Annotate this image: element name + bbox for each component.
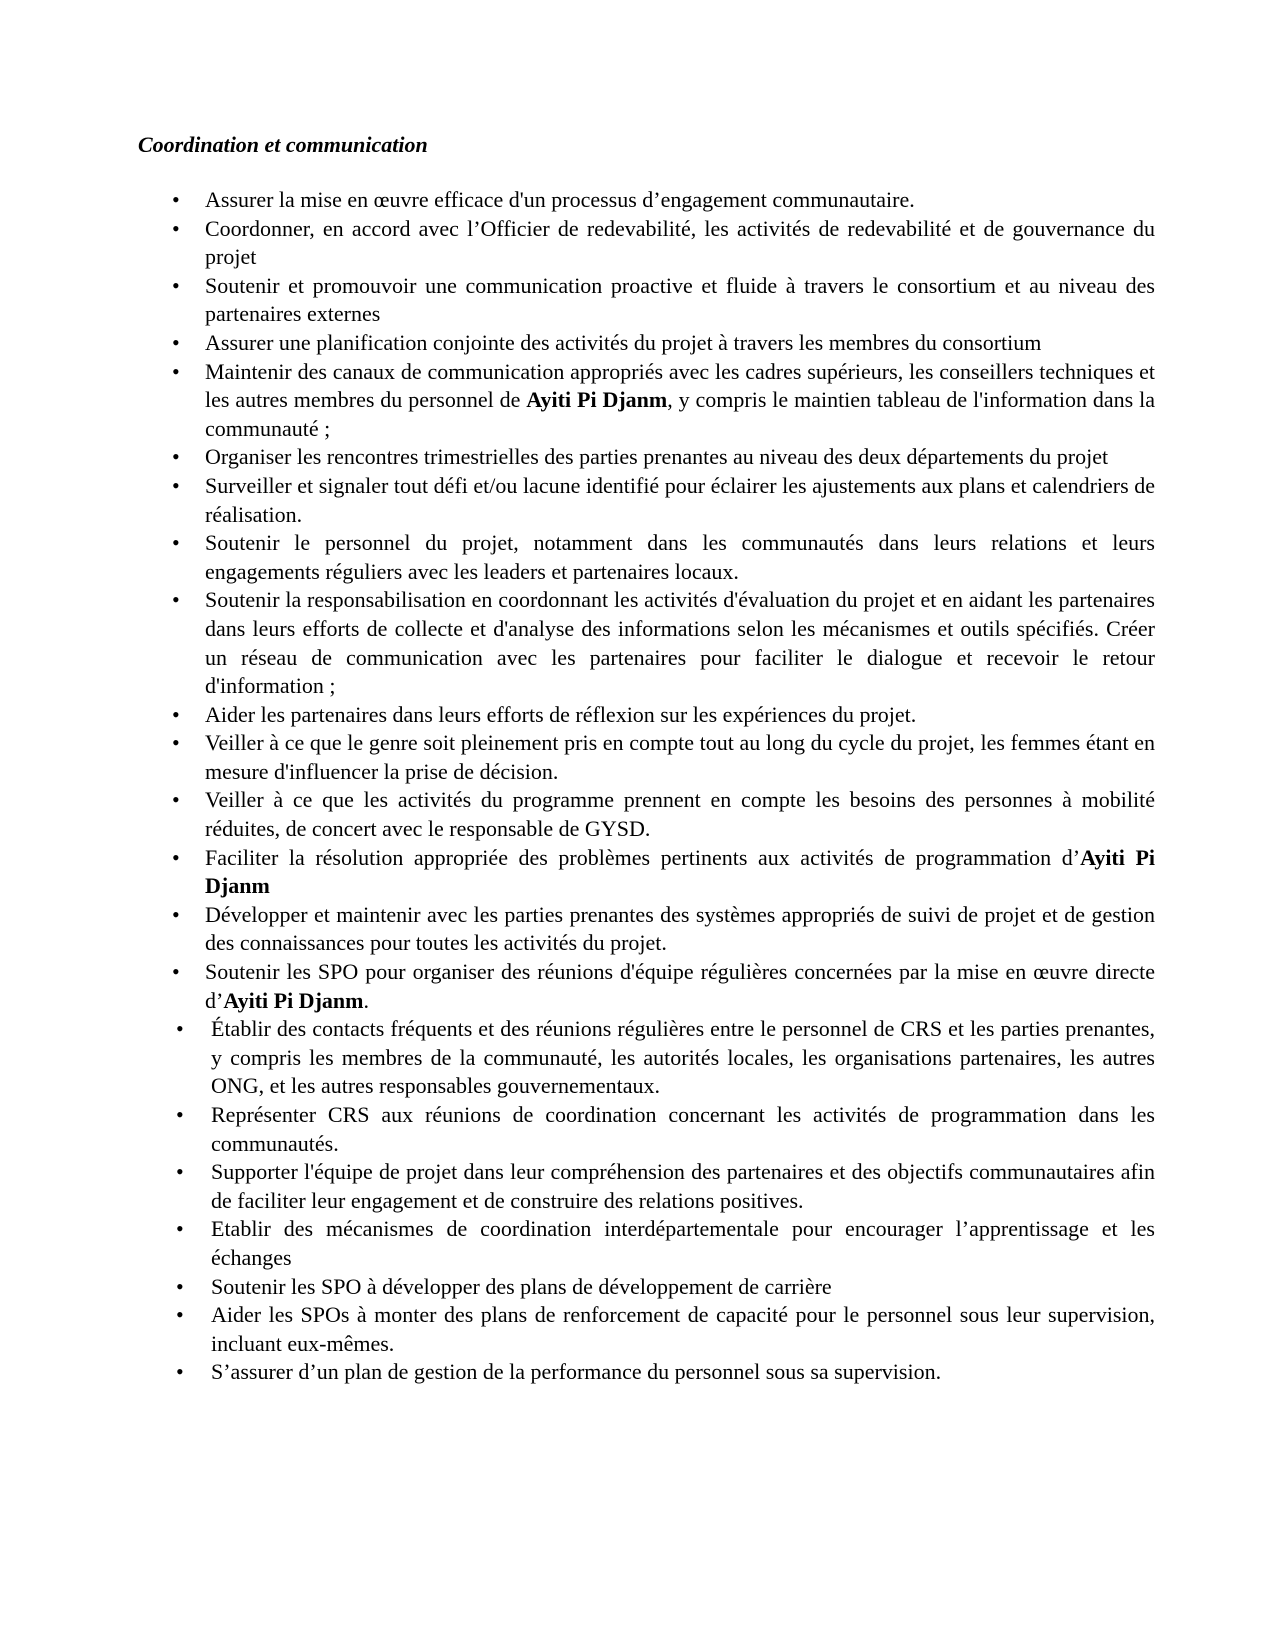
list-item-text: S’assurer d’un plan de gestion de la performance du personnel sous sa supervision. <box>211 1359 942 1385</box>
list-item-text: Organiser les rencontres trimestrielles des parties prenantes au niveau des deux départements du projet <box>205 444 1109 470</box>
bullet-icon: • <box>172 444 180 470</box>
list-item <box>0 1273 1275 1302</box>
list-item <box>0 1358 1275 1387</box>
list-item-text: Supporter l'équipe de projet dans leur compréhension des partenaires et des objectifs communautaires afin de faciliter leur engagement et de construire des relations positives. <box>211 1159 1155 1213</box>
list-item-text: Soutenir les SPO à développer des plans de développement de carrière <box>211 1273 832 1299</box>
list-item-text: Assurer une planification conjointe des activités du projet à travers les membres du consortium <box>205 329 1042 355</box>
project-name: Ayiti Pi Djanm <box>526 387 668 413</box>
list-item <box>0 729 1275 786</box>
bullet-icon: • <box>172 587 180 613</box>
bullet-icon: • <box>176 1273 184 1299</box>
bullet-icon: • <box>176 1359 184 1385</box>
list-item <box>0 901 1275 958</box>
list-item-text: , y compris le maintien tableau de l'information dans la communauté ; <box>205 387 1155 441</box>
list-item-text: Soutenir la responsabilisation en coordonnant les activités d'évaluation du projet et en aidant les partenaires dans leurs efforts de collecte et d'analyse des informations selon les mécanismes et outils spécifiés. Créer un réseau de communication avec les partenaires pour faciliter le dialogue et recevoir le retour d'information ; <box>205 587 1155 699</box>
list-item <box>0 215 1275 272</box>
list-item-text: Coordonner, en accord avec l’Officier de redevabilité, les activités de redevabilité et de gouvernance du projet <box>205 215 1155 270</box>
bullet-icon: • <box>172 329 180 355</box>
list-item-text: Etablir des mécanismes de coordination interdépartementale pour encourager l’apprentissage et les échanges <box>211 1216 1155 1270</box>
list-item <box>0 272 1275 329</box>
bullet-icon: • <box>172 787 180 813</box>
list-item <box>0 529 1275 586</box>
list-item <box>0 844 1275 901</box>
list-item <box>0 958 1275 1015</box>
list-item <box>0 1215 1275 1272</box>
list-item <box>0 1015 1275 1101</box>
list-item-text: Soutenir le personnel du projet, notamment dans les communautés dans leurs relations et leurs engagements réguliers avec les leaders et partenaires locaux. <box>205 530 1155 584</box>
list-item-text: Veiller à ce que le genre soit pleinement pris en compte tout au long du cycle du projet, les femmes étant en mesure d'influencer la prise de décision. <box>205 730 1155 784</box>
bullet-icon: • <box>172 187 180 212</box>
list-item-text: Établir des contacts fréquents et des réunions régulières entre le personnel de CRS et les parties prenantes, y compris les membres de la communauté, les autorités locales, les organisations partenaires, les autres ONG, et les autres responsables gouvernementaux. <box>211 1016 1155 1099</box>
project-name: Ayiti Pi Djanm <box>205 844 1155 899</box>
list-item-text: Soutenir les SPO pour organiser des réunions d'équipe régulières concernées par la mise en œuvre directe d’ <box>205 959 1155 1013</box>
list-item-text: . <box>363 987 369 1013</box>
list-item-text: Aider les partenaires dans leurs efforts de réflexion sur les expériences du projet. <box>205 701 917 727</box>
list-item <box>0 329 1275 358</box>
list-item <box>0 701 1275 730</box>
bullet-icon: • <box>172 730 180 756</box>
list-item <box>0 1301 1275 1358</box>
list-item <box>0 358 1275 444</box>
bullet-icon: • <box>176 1016 184 1042</box>
bullet-icon: • <box>172 844 180 870</box>
section-heading: Coordination et communication <box>138 132 428 157</box>
bullet-icon: • <box>176 1159 184 1185</box>
bullet-icon: • <box>172 701 180 727</box>
bullet-icon: • <box>172 901 180 927</box>
list-item-text: Veiller à ce que les activités du programme prennent en compte les besoins des personnes à mobilité réduites, de concert avec le responsable de GYSD. <box>205 787 1155 842</box>
list-item <box>0 1158 1275 1215</box>
bullet-list <box>0 186 1275 1387</box>
list-item-text: Surveiller et signaler tout défi et/ou lacune identifié pour éclairer les ajustements aux plans et calendriers de réalisation. <box>205 472 1155 527</box>
bullet-icon: • <box>172 215 180 241</box>
list-item-text: Soutenir et promouvoir une communication proactive et fluide à travers le consortium et au niveau des partenaires externes <box>205 272 1155 327</box>
list-item <box>0 1101 1275 1158</box>
list-item-text: Faciliter la résolution appropriée des problèmes pertinents aux activités de programmation d’ <box>205 844 1081 870</box>
list-item <box>0 472 1275 529</box>
list-item <box>0 443 1275 472</box>
bullet-icon: • <box>176 1102 184 1127</box>
list-item <box>0 786 1275 843</box>
list-item-text: Aider les SPOs à monter des plans de renforcement de capacité pour le personnel sous leur supervision, incluant eux-mêmes. <box>211 1302 1155 1356</box>
bullet-icon: • <box>172 272 180 298</box>
list-item <box>0 186 1275 215</box>
bullet-icon: • <box>176 1216 184 1242</box>
bullet-icon: • <box>176 1302 184 1328</box>
list-item-text: Développer et maintenir avec les parties prenantes des systèmes appropriés de suivi de projet et de gestion des connaissances pour toutes les activités du projet. <box>205 901 1155 956</box>
bullet-icon: • <box>172 472 180 498</box>
list-item-text: Maintenir des canaux de communication appropriés avec les cadres supérieurs, les conseillers techniques et les autres membres du personnel de <box>205 358 1155 413</box>
bullet-icon: • <box>172 959 180 985</box>
bullet-icon: • <box>172 358 180 384</box>
list-item <box>0 586 1275 700</box>
project-name: Ayiti Pi Djanm <box>223 987 364 1013</box>
list-item-text: Assurer la mise en œuvre efficace d'un processus d’engagement communautaire. <box>205 187 915 212</box>
list-item-text: Représenter CRS aux réunions de coordination concernant les activités de programmation dans les communautés. <box>211 1102 1155 1156</box>
bullet-icon: • <box>172 530 180 556</box>
